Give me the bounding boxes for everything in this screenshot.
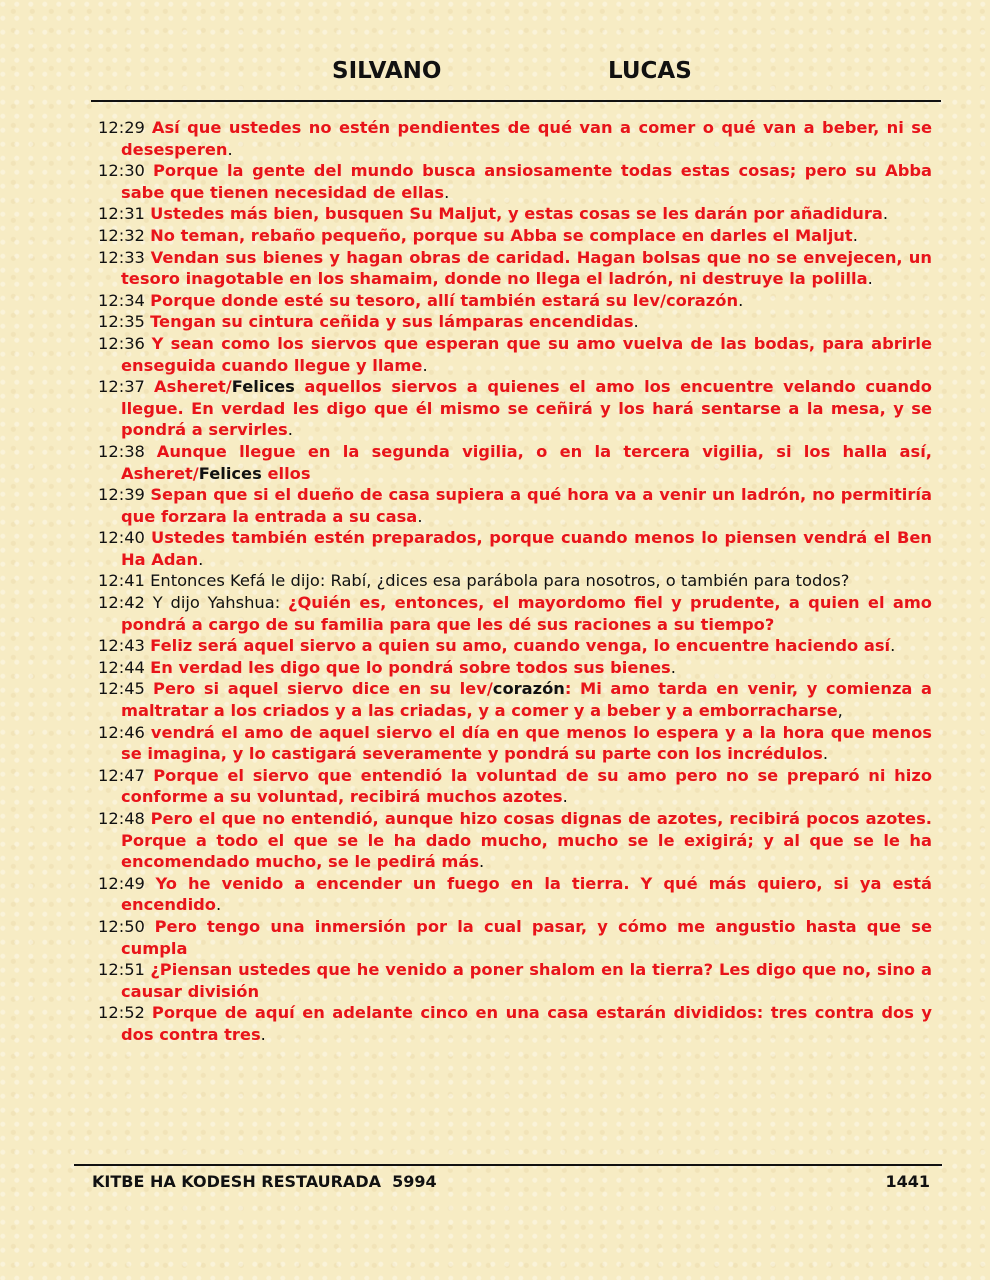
- verse-text: .: [822, 744, 828, 764]
- verse-text: : Mi amo tarda en venir, y comienza a maltratar a los criados y a las criadas, y a comer y a beber y a emborracharse: [121, 679, 932, 721]
- verse: [98, 333, 932, 376]
- verse-text: aquellos siervos a quienes el amo los encuentre velando cuando llegue. En verdad les digo que él mismo se ceñirá y los hará sentarse a la mesa, y se pondrá a servirles: [121, 377, 932, 440]
- verse: [98, 959, 932, 1002]
- verse: [98, 160, 932, 203]
- verse-number: 12:52: [98, 1003, 145, 1023]
- verse: [98, 873, 932, 916]
- verse-text: ¿Piensan ustedes que he venido a poner shalom en la tierra? Les digo que no, sino a causar división: [121, 960, 932, 1001]
- verse: [98, 527, 932, 570]
- verse-text: .: [562, 787, 568, 807]
- verse-text: ellos: [261, 463, 311, 483]
- footer-title: KITBE HA KODESH RESTAURADA 5994: [92, 1172, 437, 1191]
- verse: [98, 570, 932, 592]
- verse-text: No teman, rebaño pequeño, porque su Abba se complace en darles el Maljut: [150, 225, 853, 245]
- verse-text: Porque de aquí en adelante cinco en una casa estarán divididos: tres contra dos y dos contra tres: [121, 1003, 932, 1044]
- verse-number: 12:43: [98, 636, 145, 656]
- verse: [98, 247, 932, 290]
- verse-text: ,: [837, 701, 843, 721]
- verse-text: .: [890, 636, 896, 656]
- verse-list: [98, 117, 932, 1046]
- verse: [98, 916, 932, 959]
- verse: [98, 203, 932, 225]
- verse-number: 12:32: [98, 225, 145, 245]
- verse-number: 12:51: [98, 960, 145, 980]
- verse: [98, 635, 932, 657]
- verse-text: .: [633, 312, 639, 332]
- verse-text: Y dijo Yahshua:: [152, 593, 289, 613]
- verse-text: Pero el que no entendió, aunque hizo cosas dignas de azotes, recibirá pocos azotes. Porque a todo el que se le ha dado mucho, mucho se le exigirá; y al que se le ha encomendado mucho, se le pedirá más: [121, 809, 932, 872]
- verse-text: Entonces Kefá le dijo: Rabí, ¿dices esa parábola para nosotros, o también para todos?: [150, 571, 850, 591]
- verse-text: Ustedes más bien, busquen Su Maljut, y estas cosas se les darán por añadidura: [150, 204, 883, 224]
- verse-text: .: [198, 549, 204, 569]
- verse-text: ¿Quién es, entonces, el mayordomo fiel y prudente, a quien el amo pondrá a cargo de su familia para que les dé sus raciones a su tiempo?: [121, 593, 932, 634]
- verse-number: 12:44: [98, 657, 145, 677]
- verse-text: .: [867, 269, 873, 289]
- verse-text: Yo he venido a encender un fuego en la tierra. Y qué más quiero, si ya está encendido: [121, 873, 932, 915]
- verse: [98, 376, 932, 441]
- verse-text: Vendan sus bienes y hagan obras de caridad. Hagan bolsas que no se envejecen, un tesoro inagotable en los shamaim, donde no llega el ladrón, ni destruye la polilla: [121, 247, 932, 289]
- verse-number: 12:41: [98, 571, 145, 591]
- verse-text: Ustedes también estén preparados, porque cuando menos lo piensen vendrá el Ben Ha Adan: [121, 528, 932, 569]
- verse-text: .: [227, 139, 233, 159]
- verse-text: Felices: [231, 377, 295, 397]
- verse-text: Porque el siervo que entendió la voluntad de su amo pero no se preparó ni hizo conforme a su voluntad, recibirá muchos azotes: [121, 765, 933, 807]
- verse-text: .: [852, 225, 858, 245]
- verse: [98, 441, 932, 484]
- verse-text: Porque la gente del mundo busca ansiosamente todas estas cosas; pero su Abba sabe que tienen necesidad de ellas: [121, 161, 932, 202]
- verse-number: 12:46: [98, 722, 145, 742]
- verse-number: 12:50: [98, 916, 145, 936]
- verse-text: Felices: [198, 463, 262, 483]
- verse-text: .: [479, 852, 485, 872]
- verse-text: Y sean como los siervos que esperan que su amo vuelva de las bodas, para abrirle enseguida cuando llegue y llame: [121, 333, 932, 375]
- verse: [98, 765, 932, 808]
- verse-number: 12:35: [98, 312, 145, 332]
- verse-text: .: [216, 895, 222, 915]
- page-number: 1441: [885, 1172, 930, 1191]
- verse: [98, 722, 932, 765]
- header-book: LUCAS: [608, 58, 692, 84]
- verse: [98, 290, 932, 312]
- verse-text: Asheret/: [154, 377, 232, 397]
- verse-text: .: [287, 420, 293, 440]
- verse-number: 12:33: [98, 247, 145, 267]
- verse-text: Pero si aquel siervo dice en su lev/: [153, 679, 493, 699]
- verse-text: En verdad les digo que lo pondrá sobre todos sus bienes: [150, 657, 671, 677]
- verse-text: corazón: [492, 679, 565, 699]
- verse-number: 12:30: [98, 161, 145, 181]
- verse-text: .: [260, 1024, 266, 1044]
- verse: [98, 678, 932, 721]
- verse-number: 12:47: [98, 765, 145, 785]
- verse-number: 12:29: [98, 118, 145, 137]
- verse-text: Así que ustedes no estén pendientes de qué van a comer o qué van a beber, ni se desesperen: [121, 118, 932, 159]
- verse-text: Sepan que si el dueño de casa supiera a qué hora va a venir un ladrón, no permitiría que forzara la entrada a su casa: [121, 485, 932, 526]
- verse-number: 12:49: [98, 873, 145, 893]
- verse-text: vendrá el amo de aquel siervo el día en que menos lo espera y a la hora que menos se imagina, y lo castigará severamente y pondrá su parte con los incrédulos: [121, 722, 932, 764]
- verse: [98, 592, 932, 635]
- verse: [98, 117, 932, 160]
- verse-number: 12:34: [98, 290, 145, 310]
- verse-text: Pero tengo una inmersión por la cual pasar, y cómo me angustio hasta que se cumpla: [121, 916, 932, 958]
- verse-text: .: [738, 290, 744, 310]
- verse-number: 12:36: [98, 333, 145, 353]
- verse: [98, 1002, 932, 1045]
- verse-number: 12:37: [98, 377, 145, 397]
- verse: [98, 484, 932, 527]
- verse-text: .: [422, 355, 428, 375]
- verse-number: 12:48: [98, 809, 145, 828]
- verse: [98, 808, 932, 873]
- verse-number: 12:38: [98, 441, 145, 461]
- verse-text: .: [882, 204, 889, 224]
- verse-number: 12:31: [98, 204, 145, 224]
- verse-text: .: [444, 182, 450, 202]
- page-header: [0, 58, 990, 92]
- verse-number: 12:40: [98, 528, 145, 548]
- verse-text: Tengan su cintura ceñida y sus lámparas encendidas: [150, 312, 634, 332]
- header-translator: SILVANO: [332, 58, 442, 84]
- verse-text: Porque donde esté su tesoro, allí también estará su lev/corazón: [150, 290, 739, 310]
- verse-text: Feliz será aquel siervo a quien su amo, cuando venga, lo encuentre haciendo así: [150, 636, 891, 656]
- verse: [98, 657, 932, 679]
- verse-text: Aunque llegue en la segunda vigilia, o en la tercera vigilia, si los halla así, Asheret/: [121, 441, 932, 483]
- header-rule: [91, 100, 941, 102]
- verse-number: 12:39: [98, 485, 145, 505]
- verse: [98, 311, 932, 333]
- verse-text: .: [417, 506, 423, 526]
- footer-rule: [74, 1164, 942, 1166]
- verse: [98, 225, 932, 247]
- verse-number: 12:45: [98, 679, 145, 699]
- verse-number: 12:42: [98, 593, 145, 613]
- verse-text: .: [670, 657, 676, 677]
